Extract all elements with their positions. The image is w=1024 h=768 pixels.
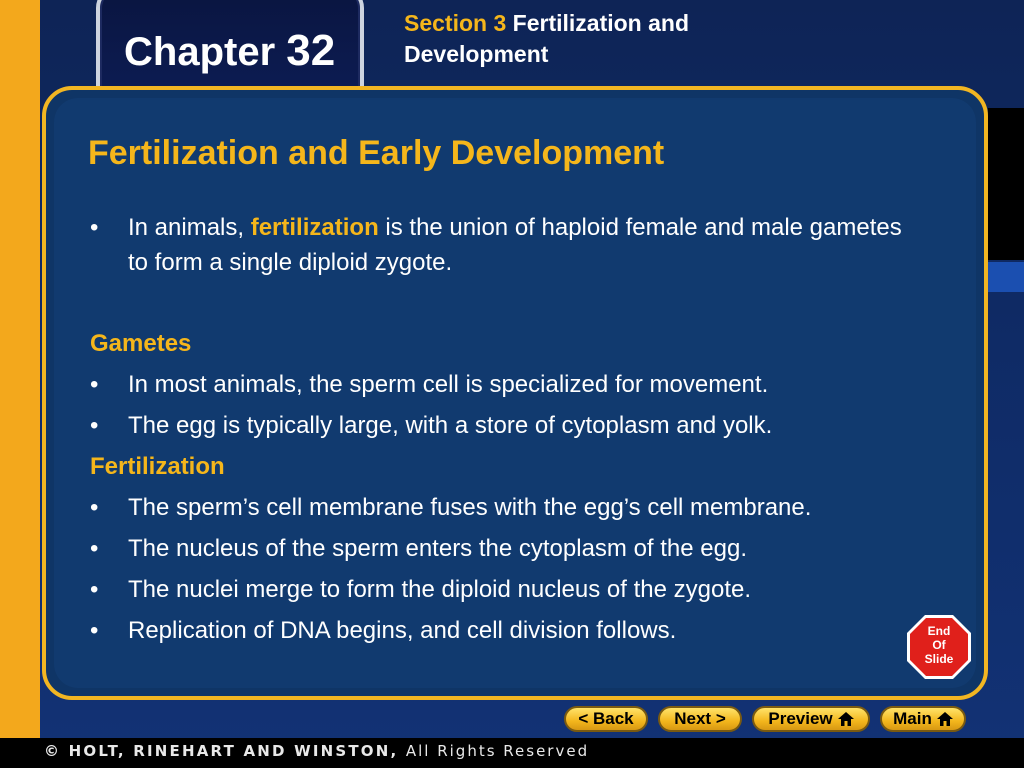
list-item-text: The nuclei merge to form the diploid nucleus of the zygote. xyxy=(128,576,752,603)
end-label-line1: End xyxy=(927,624,951,638)
intro-text-after: is the union of haploid female and male gametes to form a single diploid zygote. xyxy=(128,214,902,276)
end-label-line3: Slide xyxy=(924,652,954,666)
home-icon xyxy=(838,712,854,726)
list-item xyxy=(90,572,938,607)
main-button-label: Main xyxy=(893,709,932,728)
end-label-line2: Of xyxy=(932,638,946,652)
list-item xyxy=(90,613,938,648)
chapter-label xyxy=(124,26,335,76)
chapter-word: Chapter xyxy=(124,30,276,74)
rights-text: All Rights Reserved xyxy=(405,742,590,760)
main-button[interactable] xyxy=(880,706,966,732)
list-item xyxy=(90,531,938,566)
fertilization-heading: Fertilization xyxy=(90,453,225,480)
list-item xyxy=(90,408,938,443)
copyright-text: © HOLT, RINEHART AND WINSTON, xyxy=(44,742,399,760)
bullet-dot: • xyxy=(90,576,99,603)
slide-title: Fertilization and Early Development xyxy=(88,134,665,172)
list-item-text: Replication of DNA begins, and cell division follows. xyxy=(128,617,677,644)
intro-text-before: In animals, xyxy=(128,214,251,241)
copyright-footer xyxy=(44,742,589,760)
next-button[interactable] xyxy=(658,706,742,732)
chapter-number: 32 xyxy=(286,26,336,75)
intro-bullet xyxy=(90,210,928,280)
bullet-dot: • xyxy=(90,214,99,241)
bullet-dot: • xyxy=(90,494,99,521)
bullet-dot: • xyxy=(90,535,99,562)
right-edge-tab xyxy=(988,262,1024,292)
section-heading xyxy=(404,8,804,70)
list-item-text: The sperm’s cell membrane fuses with the egg’s cell membrane. xyxy=(128,494,812,521)
bullet-dot: • xyxy=(90,412,99,439)
left-accent-stripe xyxy=(0,0,40,738)
bullet-dot: • xyxy=(90,371,99,398)
list-item xyxy=(90,490,938,525)
right-edge-block xyxy=(988,108,1024,260)
preview-button-label: Preview xyxy=(768,709,833,728)
gametes-heading: Gametes xyxy=(90,330,192,357)
section-label: Section 3 xyxy=(404,10,507,36)
list-item-text: The egg is typically large, with a store of cytoplasm and yolk. xyxy=(128,412,773,439)
section-title: Fertilization and Development xyxy=(404,10,689,67)
back-button[interactable] xyxy=(564,706,648,732)
back-button-label: < Back xyxy=(578,709,634,728)
bullet-dot: • xyxy=(90,617,99,644)
list-item xyxy=(90,367,938,402)
list-item-text: The nucleus of the sperm enters the cytoplasm of the egg. xyxy=(128,535,748,562)
home-icon xyxy=(937,712,953,726)
preview-button[interactable] xyxy=(752,706,870,732)
end-of-slide-label xyxy=(906,624,972,666)
fertilization-term: fertilization xyxy=(250,214,379,241)
list-item-text: In most animals, the sperm cell is specialized for movement. xyxy=(128,371,769,398)
next-button-label: Next > xyxy=(674,709,726,728)
